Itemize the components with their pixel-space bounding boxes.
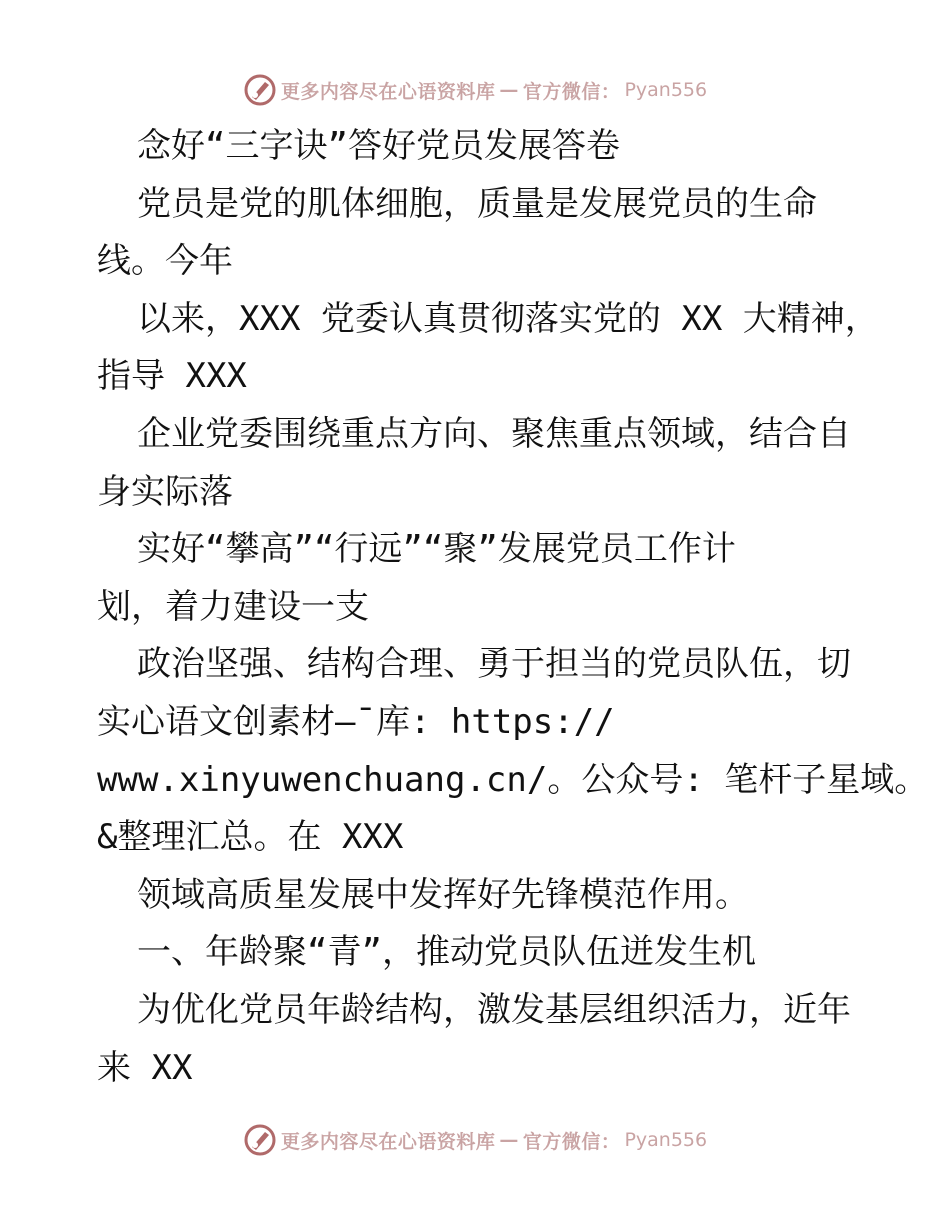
paragraph-line: &整理汇总。在 XXX [97,817,404,858]
paragraph-line: 党员是党的肌体细胞，质量是发展党员的生命 [137,183,817,224]
banner-title: 更多内容尽在心语资料库 [280,80,496,103]
paragraph-line: 领域高质星发展中发挥好先锋模范作用。 [137,874,749,915]
banner-official-label: 官方微信： [522,1130,621,1153]
banner-dash: — [499,79,519,101]
paragraph-line: 实心语文创素材—¯库: https:// [97,701,615,742]
document-title: 念好“三字诀”答好党员发展答卷 [137,126,620,166]
footer-banner [0,1120,950,1160]
paragraph-line: 划，着力建设一支 [97,586,369,627]
header-banner [0,70,950,110]
paragraph-line: www.xinyuwenchuang.cn/。公众号: 笔杆子星域。 [97,759,929,800]
banner-dash: — [499,1129,519,1151]
paragraph-line: 身实际落 [97,471,233,512]
paragraph-line: 指导 XXX [97,356,247,397]
paragraph-line: 来 XX [97,1047,193,1088]
paragraph-line: 政治坚强、结构合理、勇于担当的党员队伍，切 [137,644,851,685]
document-body [97,118,929,1097]
pen-logo-icon [243,73,277,107]
pen-logo-icon [243,1123,277,1157]
paragraph-line: 实好“攀高”“行远”“聚”发展党员工作计 [137,529,736,570]
paragraph-line: 为优化党员年龄结构，激发基层组织活力，近年 [137,989,851,1030]
banner-official-label: 官方微信： [522,80,621,103]
paragraph-line: 线。今年 [97,241,233,282]
banner-wechat-id: Pyan556 [624,1129,708,1151]
banner-title: 更多内容尽在心语资料库 [280,1130,496,1153]
banner-wechat-id: Pyan556 [624,79,708,101]
paragraph-line: 以来，XXX 党委认真贯彻落实党的 XX 大精神， [137,298,879,339]
section-heading: 一、年龄聚“青”，推动党员队伍迸发生机 [137,932,756,973]
paragraph-line: 企业党委围绕重点方向、聚焦重点领域，结合自 [137,413,851,454]
